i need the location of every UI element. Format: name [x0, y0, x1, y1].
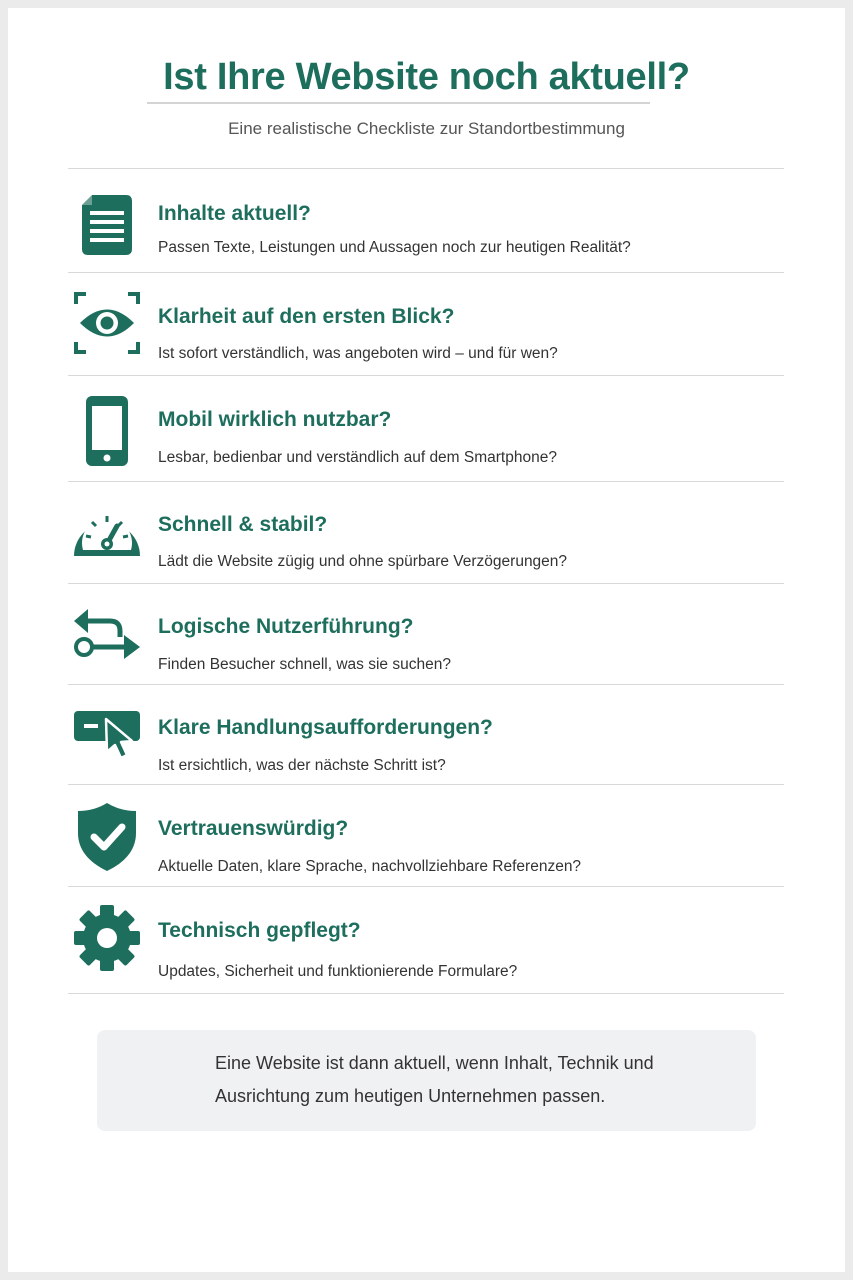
item-heading: Klarheit auf den ersten Blick? [158, 305, 455, 328]
button-cursor-icon [70, 695, 144, 769]
title-underline [147, 102, 650, 104]
document-icon [70, 183, 144, 257]
checklist-item-speed [68, 482, 784, 584]
item-description: Aktuelle Daten, klare Sprache, nachvollziehbare Referenzen? [158, 858, 582, 875]
item-heading: Technisch gepflegt? [158, 919, 361, 942]
item-heading: Logische Nutzerführung? [158, 615, 414, 638]
item-description: Lädt die Website zügig und ohne spürbare Verzögerungen? [158, 553, 568, 570]
checklist-item-content [68, 169, 784, 273]
checklist-item-technical [68, 887, 784, 994]
page-title: Ist Ihre Website noch aktuell? [163, 56, 690, 98]
checklist-item-navigation [68, 584, 784, 685]
checklist-item-clarity [68, 273, 784, 376]
item-heading: Schnell & stabil? [158, 513, 328, 536]
item-heading: Klare Handlungsaufforderungen? [158, 716, 493, 739]
speedometer-icon [70, 494, 144, 568]
checklist-item-trust [68, 785, 784, 887]
summary-box [97, 1030, 756, 1131]
item-description: Ist ersichtlich, was der nächste Schritt ist? [158, 757, 446, 774]
page-subtitle: Eine realistische Checkliste zur Standortbestimmung [228, 119, 625, 138]
smartphone-icon [70, 394, 144, 468]
gear-icon [70, 901, 144, 975]
route-arrows-icon [70, 597, 144, 671]
checklist-item-mobile [68, 376, 784, 482]
item-description: Passen Texte, Leistungen und Aussagen noch zur heutigen Realität? [158, 239, 631, 256]
item-description: Lesbar, bedienbar und verständlich auf dem Smartphone? [158, 449, 557, 466]
checklist-item-cta [68, 685, 784, 785]
eye-focus-icon [70, 286, 144, 360]
item-description: Ist sofort verständlich, was angeboten wird – und für wen? [158, 345, 558, 362]
item-heading: Mobil wirklich nutzbar? [158, 408, 392, 431]
item-heading: Vertrauenswürdig? [158, 817, 349, 840]
item-heading: Inhalte aktuell? [158, 202, 311, 225]
item-description: Finden Besucher schnell, was sie suchen? [158, 656, 451, 673]
shield-check-icon [70, 799, 144, 873]
checklist-page [8, 8, 845, 1272]
summary-text: Eine Website ist dann aktuell, wenn Inhalt, Technik und Ausrichtung zum heutigen Unternehmen passen. [215, 1053, 654, 1106]
item-description: Updates, Sicherheit und funktionierende Formulare? [158, 963, 518, 980]
